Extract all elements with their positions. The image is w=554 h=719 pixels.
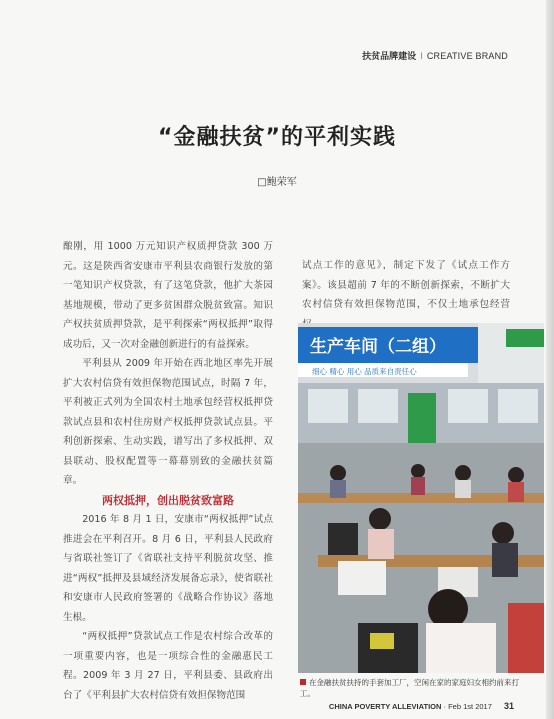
paragraph: 试点工作的意见》，制定下发了《试点工作方案》。该县超前 7 年的不断创新探索，不断扩大农村信贷有效担保物范围，不仅土地承包经营 <box>302 260 510 310</box>
article-title: “金融扶贫”的平利实践 <box>158 125 396 150</box>
section-header <box>362 49 508 62</box>
section-title-en: CREATIVE BRAND <box>426 51 508 61</box>
factory-photo-illustration <box>298 323 544 673</box>
article-byline: □鲍荣军 <box>257 177 297 188</box>
paragraph: 平利县从 2009 年开始在西北地区率先开展扩大农村信贷有效担保物范围试点，时隔 7 年，平利被正式列为全国农村土地承包经营权抵押贷款试点县和农村住房财产权抵押贷款试点县。平利创新探索、生动实践，谱写出了多权抵押、双县联动、股权配置等一幕幕别致的金融扶贫篇章。 <box>63 358 273 486</box>
section-separator: I <box>420 52 423 62</box>
page-number: 31 <box>503 701 514 711</box>
page-edge-shadow <box>546 0 554 719</box>
caption-text: 在金融扶贫扶持的手套加工厂，空闲在家的家庭妇女相约前来打工。 <box>300 678 519 698</box>
paragraph: 酿刚，用 1000 万元知识产权质押贷款 300 万元。这是陕西省安康市平利县农商银行发放的第一笔知识产权贷款，有了这笔贷款，他扩大茶园基地规模，带动了更多贫困群众脱贫致富。知识产权扶贫质押贷款，是平利探索“两权抵押”取得成功后，又一次对金融创新进行的有益探索。 <box>63 241 273 350</box>
factory-photo <box>298 323 544 673</box>
banner-text: 生产车间（二组） <box>310 337 446 357</box>
caption-square-icon <box>300 679 306 685</box>
paragraph: “两权抵押”贷款试点工作是农村综合改革的一项重要内容，也是一项综合性的金融惠民工程。2009 年 3 月 27 日，平利县委、县政府出台了《平利县扩大农村信贷有效担保物范围 <box>63 631 273 701</box>
section-title-cn: 扶贫品牌建设 <box>362 52 417 62</box>
magazine-name: CHINA POVERTY ALLEVIATION <box>328 702 442 711</box>
subheading: 两权抵押，创出脱贫致富路 <box>102 493 234 507</box>
issue-date: · Feb 1st 2017 <box>443 702 492 711</box>
photo-caption <box>300 677 522 699</box>
paragraph: 2016 年 8 月 1 日，安康市“两权抵押”试点推进会在平利召开。8 月 6 日，平利县人民政府与省联社签订了《省联社支持平利脱贫攻坚、推进“两权”抵押及县域经济发展备忘录》，使省联社和安康市人民政府签署的《战略合作协议》落地生根。 <box>63 514 273 623</box>
left-column <box>63 237 273 705</box>
banner-subtext: 细心 精心 用心 品质来自责任心 <box>312 367 417 376</box>
page-footer <box>329 701 514 711</box>
